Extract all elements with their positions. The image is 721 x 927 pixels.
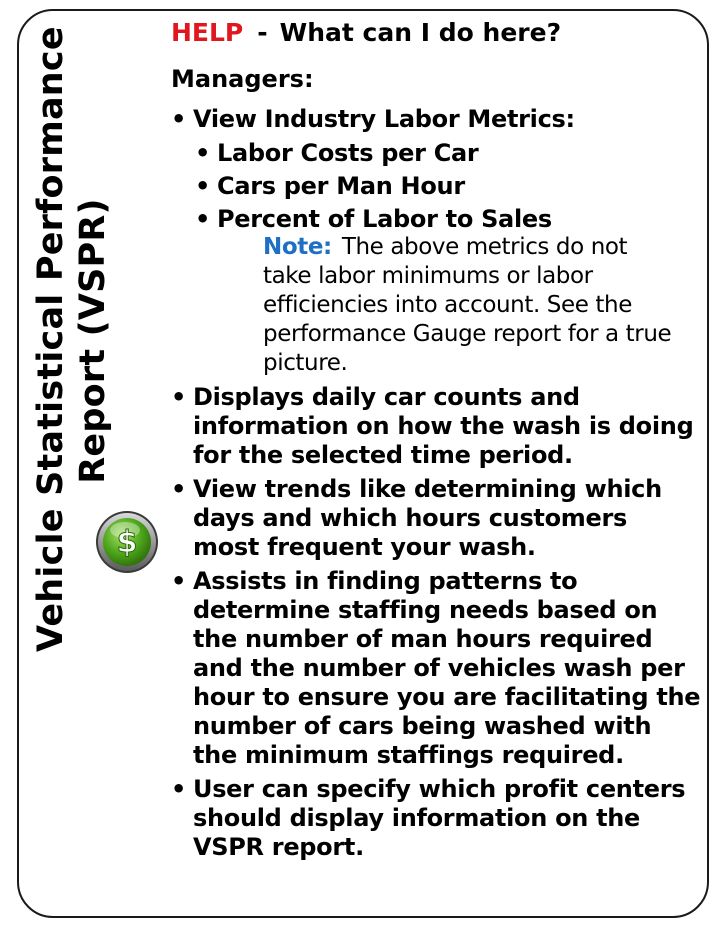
section-title: Managers: xyxy=(171,65,314,93)
sub-list-item: • Percent of Labor to Sales xyxy=(195,203,701,236)
sub-list-item: • Labor Costs per Car xyxy=(195,137,701,170)
help-header xyxy=(171,16,701,50)
list-item: • Assists in finding patterns to determine staffing needs based on the number of man hours required and the number of vehicles wash per hour to ensure you are facilitating the number of cars being washed with the minimum staffings required. xyxy=(171,567,701,770)
dollar-icon xyxy=(95,510,159,574)
side-title-line2: Report (VSPR) xyxy=(73,198,113,484)
list-item: • Displays daily car counts and information on how the wash is doing for the selected time period. xyxy=(171,383,701,470)
svg-text:$: $ xyxy=(116,525,138,560)
list-item: • View trends like determining which days and which hours customers most frequent your wash. xyxy=(171,475,701,562)
sub-list-item: • Cars per Man Hour xyxy=(195,170,701,203)
note-label: Note: xyxy=(263,234,332,260)
note-text: The above metrics do not take labor minimums or labor efficiencies into account. See the performance Gauge report for a true picture. xyxy=(263,234,672,376)
metrics-note xyxy=(263,233,673,378)
help-question: What can I do here? xyxy=(279,18,562,47)
sub-bullet-list xyxy=(195,137,701,236)
help-content xyxy=(171,16,701,862)
help-label: HELP xyxy=(171,18,244,47)
help-dash: - xyxy=(257,18,268,47)
side-title-line1: Vehicle Statistical Performance xyxy=(31,26,71,652)
list-item: • User can specify which profit centers should display information on the VSPR report. xyxy=(171,775,701,862)
bullet-list xyxy=(171,105,701,862)
list-item xyxy=(171,105,701,378)
list-item-text: View Industry Labor Metrics: xyxy=(193,105,575,133)
